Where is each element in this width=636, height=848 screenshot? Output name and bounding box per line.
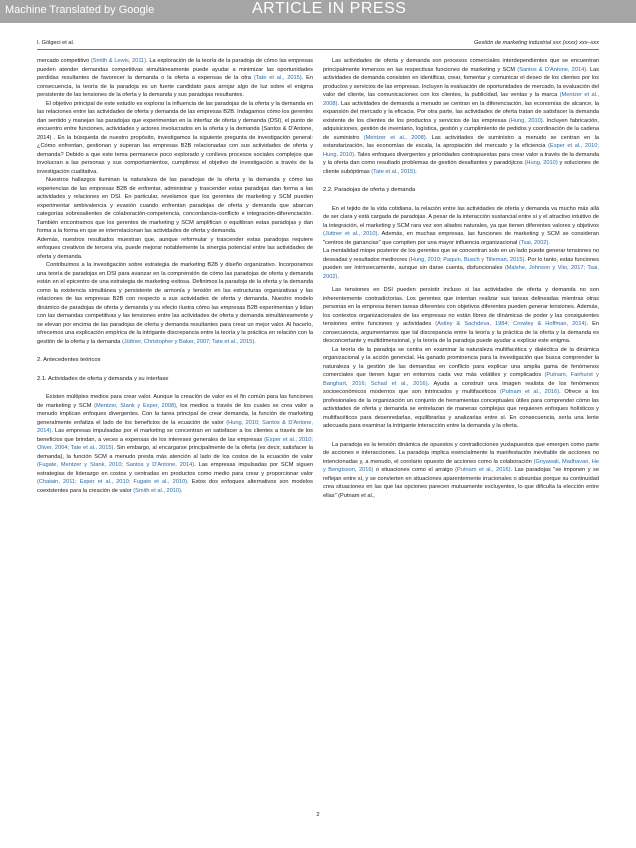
paragraph: La mentalidad miope posterior de los gerentes que se concentran solo en un lado puede generar tensiones no deseadas y resultados mediocres (Hung, 2010; Paquin, Busch y Tilleman, 2015). Por lo tanto, estas funciones pueden ser intrínsecamente, aunque sin darse cuenta, disfuncionales (Malshe, Johnson y Viio, 2017; Tsai, 2002).	[323, 248, 600, 280]
paragraph: En el tejido de la vida cotidiana, la relación entre las actividades de oferta y demanda va mucho más allá de ser clara y está cargada de paradojas. A pesar de la interacción sustancial entre sí y el atractivo intuitivo de la integración, el marketing y SCM rara vez son aliados naturales, ya que tienen diferentes valores y objetivos (Jüttner et al., 2010). Además, en muchas empresas, las funciones de marketing y SCM se consideran "centros de ganancias" que compiten por una mayor influencia organizacional (Tsai, 2002).	[323, 205, 599, 246]
citation-link[interactable]: (Tsai, 2002)	[518, 239, 549, 246]
machine-translated-label: Machine Translated by Google	[5, 4, 155, 16]
running-head-authors: I. Gölgeci et al.	[37, 40, 75, 46]
citation-link[interactable]: (Putnam, Fairhurst y Banghart, 2016; Schad et al., 2016)	[323, 372, 599, 387]
citation-link[interactable]: (Malshe, Johnson y Viio, 2017; Tsai, 2002)	[323, 265, 600, 280]
citation-link[interactable]: (Mentzer et al., 2008)	[363, 134, 426, 141]
subsection-heading: 2.2. Paradojas de oferta y demanda	[323, 187, 416, 193]
section-heading: 2. Antecedentes teóricos	[37, 357, 101, 363]
citation-link[interactable]: (Chatain, 2011; Esper et al., 2010; Fugate et al., 2010)	[37, 479, 187, 485]
citation-link[interactable]: (Smith & Lewis, 2011)	[90, 58, 147, 64]
citation-link[interactable]: (Astley & Sachdeva, 1984; Crowley & Hoffman, 2014)	[435, 321, 587, 327]
article-in-press-label: ARTICLE IN PRESS	[252, 0, 407, 17]
machine-translation-banner	[0, 0, 636, 23]
citation-link[interactable]: (Mentzer, Stank y Esper, 2008)	[94, 402, 176, 409]
citation-link[interactable]: (Fugate, Mentzer y Stank, 2010; Santos y D'Antone, 2014)	[37, 462, 195, 468]
citation-link[interactable]: (Smith et al., 2010)	[133, 487, 181, 494]
citation-link[interactable]: (Putnam et al., 2016)	[500, 389, 560, 395]
citation-link[interactable]: (Gnyawali, Madhavan, He y Bengtsson, 2016)	[323, 458, 599, 473]
paragraph: La paradoja es la tensión dinámica de opuestos y contradicciones yuxtapuestos que emergen como parte de acciones e interacciones. La paradoja implica esencialmente la manifestación inevitable de acciones no intencionadas y, a menudo, el corolario opuesto de acciones como la colaboración (Gnyawali, Madhavan, He y Bengtsson, 2016) o situaciones como el arraigo (Putnam et al., 2016). Las paradojas "se imponen y se reflejan entre sí, y se convierten en situaciones aparentemente irracionales o absurdas porque su continuidad crea situaciones en las que las opciones parecen mutuamente excluyentes, lo que dificulta la elección entre ellas" (Putnam et al.,	[323, 441, 599, 499]
paragraph: El objetivo principal de este estudio es explorar la influencia de las paradojas de la oferta y la demanda en las relaciones entre las actividades de oferta y demanda de las empresas B2B. Indagamos cómo los gerentes dan sentido y manejan las paradojas que experimentan en la interfaz de oferta y demanda (DSI), el punto de encuentro entre funciones, actividades y actores involucrados en la oferta y la demanda (Santos & D'Antone, 2014) . En la búsqueda de nuestro propósito, investigamos la siguiente pregunta de investigación general: ¿Cómo enfrentan, gestionan y superan las empresas B2B relacionadas con sus actividades de oferta y demanda? Debido a que este tema permanece poco explorado y conlleva procesos sociales complejos que involucran a las personas y sus comportamientos, cumplimos el objetivo de investigación a través de la investigación cualitativa.	[37, 100, 313, 175]
citation-link[interactable]: (Tate et al., 2015)	[253, 75, 302, 81]
header-rule	[37, 49, 599, 50]
citation-link[interactable]: (Esper et al., 2010; Oliver, 2004; Tate et al., 2015)	[37, 436, 313, 451]
citation-link[interactable]: (Santos & D'Antone, 2014)	[517, 66, 587, 73]
paragraph: mercado competitivo (Smith & Lewis, 2011). La exploración de la teoría de la paradoja de cómo las empresas pueden atender demandas competitivas simultáneamente puede ayudar a minimizar las oportunidades perdidas resultantes de favorecer la demanda o la oferta a expensas de la otra (Tate et al., 2015). En consecuencia, la teoría de la paradoja es un fuerte candidato para arrojar algo de luz sobre el enigma persistente de las tensiones de la oferta y la demanda y sus paradojas resultantes.	[37, 58, 313, 98]
paragraph: Contribuimos a la investigación sobre estrategia de marketing B2B y diseño organizativo. Incorporamos una teoría de paradojas en DSI para avanzar en la comprensión de cómo las paradojas de oferta y demanda están en el epicentro de una estrategia de marketing exitosa. Definimos la paradoja de la oferta y la demanda como la existencia simultánea y persistente de armonía y tensión en las estructuras organizativas y las relaciones de las empresas B2B con respecto a sus actividades de oferta y demanda. Nuestro modelo dinámico de paradojas de oferta y demanda y su efecto ilustra cómo las empresas B2B experimentan y lidian con las demandas competitivas y las tensiones entre las actividades de oferta y demanda simultáneamente y se elevan por encima de las paradojas de oferta y demanda resultantes para crear un mejor valor. Al hacerlo, ofrecemos una explicación empírica de la intrigante discrepancia entre la teoría y la práctica en relación con la gestión de la oferta y la demanda (Jüttner, Christopher y Baker, 2007; Tate et al., 2015).	[37, 262, 313, 345]
subsection-heading: 2.1. Actividades de oferta y demanda y su interfase	[37, 375, 169, 382]
citation-link[interactable]: (Hung, 2010)	[508, 117, 543, 124]
page-number: 2	[316, 812, 320, 818]
citation-link[interactable]: (Jüttner, Christopher y Baker, 2007; Tate et al., 2015)	[121, 338, 255, 345]
citation-link[interactable]: (Hung, 2010; Santos & D'Antone, 2014)	[37, 419, 313, 434]
citation-link[interactable]: (Hung, 2010)	[524, 160, 558, 166]
citation-link[interactable]: (Tate et al., 2015)	[371, 168, 416, 175]
citation-link[interactable]: (Mentzer et al., 2008)	[323, 92, 599, 107]
paragraph: La teoría de la paradoja se centra en examinar la naturaleza multifacética y dialéctica de la dinámica organizacional y la acción gerencial. Ha ganado prominencia para la investigación que busca comprender la naturaleza y la gestión de las demandas en conflicto para explicar una amplia gama de fenómenos comerciales que tienen lugar en entornos cada vez más volátiles y complicados (Putnam, Fairhurst y Banghart, 2016; Schad et al., 2016). Ayuda a construir una imagen realista de los fenómenos socioeconómicos modernos que son intrincados y multifacéticos (Putnam et al., 2016). Ofrece a los profesionales de la organización un conjunto de herramientas conceptuales útiles para comprender cómo las actividades de oferta y demanda se entrelazan de maneras complejas que requieren enfoques holísticos y multifacéticos para desenredarlas, equilibrarlas y analizarlas entre sí. En consecuencia, sería una lente adecuada para examinar la intrigante interacción entre la demanda y la oferta.	[323, 346, 599, 429]
citation-link[interactable]: (Hung, 2010; Paquin, Busch y Tilleman, 2015)	[408, 256, 525, 263]
right-column	[323, 57, 599, 500]
left-column	[37, 57, 313, 495]
paragraph: Además, nuestros resultados muestran que, aunque reformular y trascender estas paradojas requiere enfoques creativos de tercera vía, puede mejorar notablemente la sinergia potencial entre las actividades de oferta y demanda.	[37, 236, 313, 260]
running-head-journal: Gestión de marketing industrial xxx (xxxx) xxx–xxx	[474, 40, 599, 46]
paragraph: Existen múltiples medios para crear valor. Aunque la creación de valor es el fin común para las funciones de marketing y SCM (Mentzer, Stank y Esper, 2008), los medios a través de los cuales se crea valor a menudo implican enfoques divergentes. Con la tarea principal de crear demanda, la función de marketing generalmente enfatiza el lado de los beneficios de la ecuación de valor (Hung, 2010; Santos & D'Antone, 2014). Las empresas impulsadas por el marketing se concentran en satisfacer a los clientes a través de los beneficios que brindan, a veces a expensas de los intereses generales de las empresas (Esper et al., 2010; Oliver, 2004; Tate et al., 2015). Sin embargo, al encargarse principalmente de la oferta (es decir, satisfacer la demanda), la función SCM a menudo presta más atención al lado de los costos de la ecuación de valor (Fugate, Mentzer y Stank, 2010; Santos y D'Antone, 2014). Las empresas impulsadas por SCM siguen estrategias de liderazgo en costos y centradas en productos como medio para crear y proporcionar valor (Chatain, 2011; Esper et al., 2010; Fugate et al., 2010). Estos dos enfoques alternativos son modelos coexistentes para la creación de valor (Smith et al., 2010).	[37, 394, 314, 494]
citation-link[interactable]: (Jüttner et al., 2010)	[323, 231, 378, 237]
paragraph: Las tensiones en DSI pueden persistir incluso si las actividades de oferta y demanda no son inherentemente contradictorias. Los gerentes que intentan realizar sus tareas delineadas mientras otras personas en la empresa tienen tareas diferentes con objetivos diferentes pueden generar tensiones. Además, los contextos organizacionales de las empresas no están libres de dinámicas de poder y las consiguientes tensiones entre funciones y actividades (Astley & Sachdeva, 1984; Crowley & Hoffman, 2014). En consecuencia, argumentamos que tal discrepancia entre la teoría y la práctica de la oferta y la demanda es desconcertante y multidimensional, y la teoría de la paradoja puede ayudar a explicar este enigma.	[323, 287, 599, 344]
paragraph: Nuestros hallazgos iluminan la naturaleza de las paradojas de la oferta y la demanda y cómo las experiencias de las empresas B2B de enfrentar, administrar y trascender estas paradojas dan forma a las actividades y relaciones en DSI. En particular, revelamos que los gerentes de marketing y SCM pueden experimentar ambivalencia y evasión cuando enfrentan paradojas de oferta y demanda que abarcan categorías sobresalientes de colaboración-competencia, concordancia-conflicto e integración-diferenciación. También encontramos que los gerentes de marketing y SCM amplifican o equilibran estas paradojas y dan forma a la forma en que se interrelacionan las actividades de oferta y demanda.	[37, 177, 313, 234]
paragraph: Las actividades de oferta y demanda son procesos comerciales interdependientes que se encuentran principalmente inmersos en las respectivas funciones de marketing y SCM (Santos & D'Antone, 2014). Las actividades de demanda consisten en identificar, crear, fomentar y comunicar el deseo de los clientes por los productos y servicios de las empresas. Incluyen la evaluación de oportunidades de mercado, la evaluación del valor del cliente, las comunicaciones con los clientes, la publicidad, las ventas y la marca (Mentzer et al., 2008). Las actividades de demanda a menudo se centran en la diferenciación, las economías de alcance, la expansión del mercado y la eficacia. Por otra parte, las actividades de oferta tratan de satisfacer la demanda existente de los clientes de los productos y servicios de las empresas (Hung, 2010). Incluyen fabricación, adquisiciones, gestión de inventario, logística, gestión y cumplimiento de pedidos y coordinación de la cadena de suministro (Mentzer et al., 2008). Las actividades de suministro a menudo se centran en la estandarización, las economías de escala, la apropiación del mercado y la eficiencia (Esper et al., 2010; Hung, 2010). Tales enfoques divergentes y prioridades contrapuestas para crear valor a través de la demanda y la oferta dan como resultado problemas de gestión desafiantes y paradójicos (Hung, 2010) y soluciones de cliente subóptimas (Tate et al., 2015).	[323, 58, 600, 175]
citation-link[interactable]: (Esper et al., 2010; Hung, 2010)	[323, 143, 599, 158]
citation-link[interactable]: (Putnam et al., 2016)	[455, 467, 511, 473]
